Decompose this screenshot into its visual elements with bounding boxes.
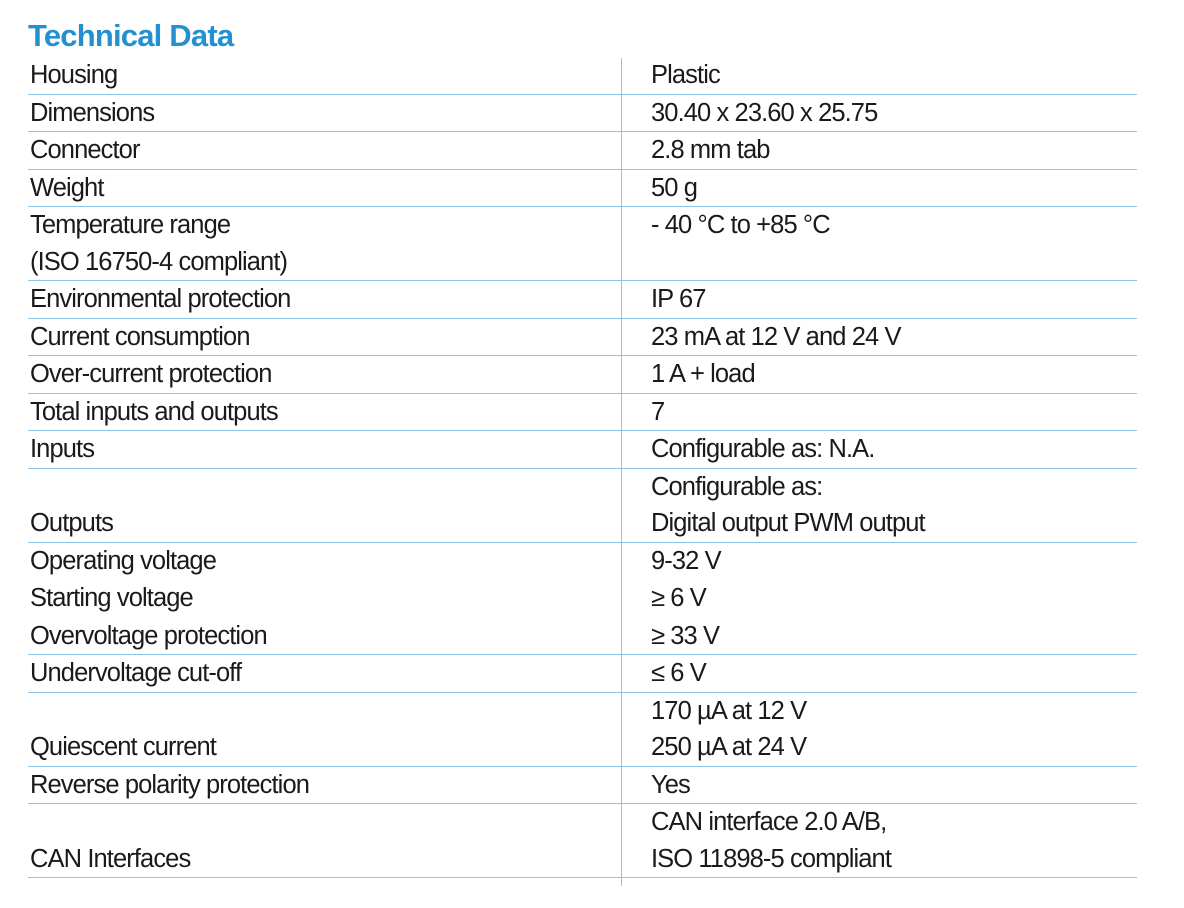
spec-label: Undervoltage cut-off <box>30 659 242 687</box>
spec-label: Current consumption <box>30 322 250 351</box>
page-title: Technical Data <box>28 18 234 53</box>
spec-value: Plastic <box>651 61 720 89</box>
spec-label: Starting voltage <box>30 584 193 612</box>
spec-label: Over-current protection <box>30 360 272 388</box>
spec-value: 7 <box>651 397 665 426</box>
table-row <box>28 618 1137 656</box>
table-row <box>28 804 1137 878</box>
spec-label: Weight <box>30 173 104 202</box>
table-row <box>28 543 1137 581</box>
spec-label: Operating voltage <box>30 546 216 575</box>
table-row <box>28 767 1137 805</box>
spec-value: Configurable as: Digital output PWM output <box>651 472 925 537</box>
spec-label: CAN Interfaces <box>30 844 191 873</box>
spec-value: Yes <box>651 770 690 799</box>
spec-value: ≥ 33 V <box>651 621 720 650</box>
table-row <box>28 132 1137 170</box>
spec-label: Connector <box>30 136 140 164</box>
spec-value: 30.40 x 23.60 x 25.75 <box>651 98 878 127</box>
spec-value: 9-32 V <box>651 546 721 575</box>
spec-label: Total inputs and outputs <box>30 397 278 426</box>
spec-label: Outputs <box>30 509 113 537</box>
spec-label: Dimensions <box>30 98 155 127</box>
table-row <box>28 431 1137 469</box>
table-row <box>28 57 1137 95</box>
table-row <box>28 170 1137 208</box>
spec-label: Temperature range (ISO 16750-4 compliant) <box>30 211 288 276</box>
table-row <box>28 319 1137 357</box>
table-row <box>28 469 1137 543</box>
spec-value: 2.8 mm tab <box>651 136 770 164</box>
table-row <box>28 655 1137 693</box>
spec-label: Inputs <box>30 435 95 463</box>
spec-value: ≥ 6 V <box>651 584 706 612</box>
table-row <box>28 580 1137 618</box>
table-row <box>28 207 1137 281</box>
spec-label: Housing <box>30 61 118 89</box>
spec-value: - 40 °C to +85 °C <box>651 211 830 239</box>
spec-label: Environmental protection <box>30 285 291 313</box>
table-row <box>28 693 1137 767</box>
technical-data-table <box>28 57 1137 878</box>
spec-value: 170 µA at 12 V 250 µA at 24 V <box>651 696 807 761</box>
spec-label: Quiescent current <box>30 733 216 761</box>
table-row <box>28 356 1137 394</box>
spec-value: Configurable as: N.A. <box>651 435 875 463</box>
table-row <box>28 281 1137 319</box>
spec-value: IP 67 <box>651 285 706 313</box>
spec-value: 50 g <box>651 173 698 202</box>
spec-value: CAN interface 2.0 A/B, ISO 11898-5 compliant <box>651 808 892 873</box>
spec-value: 1 A + load <box>651 360 755 388</box>
spec-value: ≤ 6 V <box>651 659 706 687</box>
spec-label: Overvoltage protection <box>30 621 267 650</box>
spec-value: 23 mA at 12 V and 24 V <box>651 322 901 351</box>
table-row <box>28 394 1137 432</box>
table-row <box>28 95 1137 133</box>
spec-label: Reverse polarity protection <box>30 770 310 799</box>
